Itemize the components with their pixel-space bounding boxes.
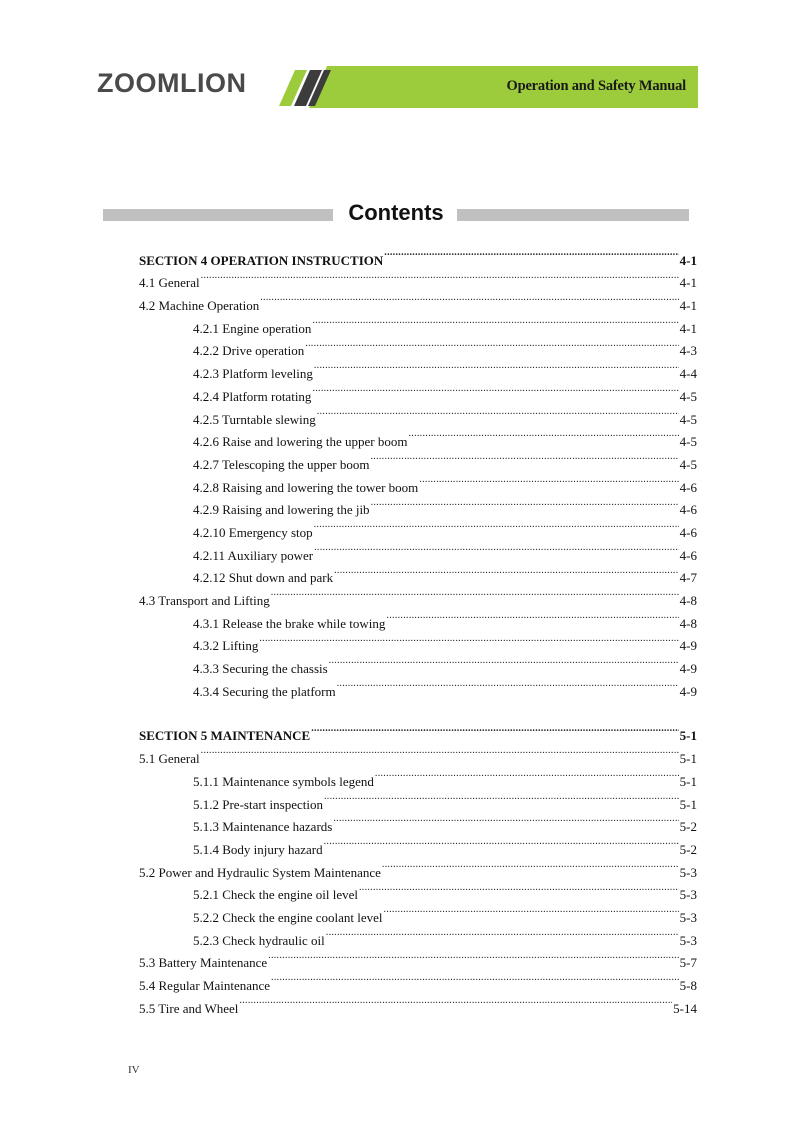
table-of-contents bbox=[139, 242, 697, 1016]
toc-page: 4-7 bbox=[679, 570, 697, 586]
toc-page: 4-5 bbox=[679, 388, 697, 404]
toc-label: 5.5 Tire and Wheel bbox=[139, 1000, 239, 1016]
toc-page: 5-3 bbox=[679, 864, 697, 880]
toc-section-4[interactable] bbox=[139, 242, 697, 268]
toc-leader bbox=[305, 333, 678, 356]
toc-section-4-items bbox=[139, 265, 697, 699]
toc-label: 5.2.2 Check the engine coolant level bbox=[193, 909, 383, 925]
toc-label: 4.2.6 Raise and lowering the upper boom bbox=[193, 434, 408, 450]
toc-page: 4-9 bbox=[679, 638, 697, 654]
toc-leader bbox=[324, 786, 679, 809]
toc-page: 4-1 bbox=[679, 298, 697, 314]
toc-page: 5-3 bbox=[679, 932, 697, 948]
toc-label: 4.2.5 Turntable slewing bbox=[193, 411, 316, 427]
toc-leader bbox=[239, 990, 672, 1013]
toc-page: 5-2 bbox=[679, 819, 697, 835]
toc-label: 4.2.3 Platform leveling bbox=[193, 366, 313, 382]
toc-label: 4.3 Transport and Lifting bbox=[139, 593, 270, 608]
toc-label: 4.2.10 Emergency stop bbox=[193, 524, 313, 540]
toc-entry[interactable] bbox=[139, 763, 697, 789]
toc-page: 5-1 bbox=[679, 751, 697, 767]
toc-leader bbox=[317, 401, 679, 424]
toc-leader bbox=[314, 355, 679, 378]
toc-label: 5.1 General bbox=[139, 751, 200, 767]
page-number: IV bbox=[128, 1064, 140, 1076]
toc-section-5[interactable] bbox=[139, 718, 697, 744]
toc-page: 4-4 bbox=[679, 366, 697, 382]
toc-label: 4.3.2 Lifting bbox=[193, 638, 259, 654]
page-header bbox=[95, 66, 698, 108]
toc-leader bbox=[324, 831, 679, 854]
toc-label: SECTION 5 MAINTENANCE bbox=[139, 728, 311, 744]
toc-entry[interactable] bbox=[139, 740, 697, 767]
toc-page: 5-3 bbox=[679, 909, 697, 925]
toc-label: 5.1.4 Body injury hazard bbox=[193, 841, 323, 857]
toc-page: 4-1 bbox=[679, 275, 697, 291]
toc-entry[interactable] bbox=[139, 265, 697, 291]
toc-page: 4-6 bbox=[679, 547, 697, 563]
heading-bar-left bbox=[103, 209, 333, 221]
toc-label: 4.2.11 Auxiliary power bbox=[193, 547, 314, 563]
toc-leader bbox=[201, 740, 679, 763]
toc-label: 4.2.7 Telescoping the upper boom bbox=[193, 456, 370, 472]
toc-page: 4-1 bbox=[679, 320, 697, 336]
toc-label: 5.4 Regular Maintenance bbox=[139, 978, 271, 993]
toc-entry[interactable] bbox=[139, 287, 697, 314]
toc-label: 5.2 Power and Hydraulic System Maintenance bbox=[139, 864, 381, 880]
toc-page: 5-1 bbox=[679, 773, 697, 789]
toc-leader bbox=[271, 967, 679, 990]
toc-page: 4-5 bbox=[679, 411, 697, 427]
toc-page: 4-9 bbox=[679, 683, 697, 699]
toc-page: 4-6 bbox=[679, 479, 697, 495]
toc-label: 4.2.1 Engine operation bbox=[193, 320, 312, 336]
toc-leader bbox=[329, 650, 679, 673]
toc-label: 5.1.3 Maintenance hazards bbox=[193, 819, 333, 835]
toc-leader bbox=[370, 446, 678, 469]
toc-leader bbox=[419, 469, 678, 492]
toc-leader bbox=[260, 287, 678, 310]
toc-leader bbox=[334, 560, 679, 583]
toc-label: 5.1.2 Pre-start inspection bbox=[193, 796, 323, 812]
toc-leader bbox=[314, 514, 679, 537]
toc-leader bbox=[326, 922, 679, 945]
toc-leader bbox=[371, 492, 679, 515]
toc-leader bbox=[337, 673, 679, 696]
toc-leader bbox=[314, 537, 679, 560]
toc-label: 5.1.1 Maintenance symbols legend bbox=[193, 773, 374, 789]
toc-page: 4-6 bbox=[679, 502, 697, 518]
toc-page: 4-3 bbox=[679, 343, 697, 359]
toc-leader bbox=[201, 265, 679, 288]
toc-leader bbox=[386, 605, 678, 628]
toc-label: 4.2.4 Platform rotating bbox=[193, 388, 312, 404]
toc-leader bbox=[268, 945, 679, 968]
toc-page: 5-3 bbox=[679, 887, 697, 903]
contents-heading bbox=[103, 200, 689, 230]
toc-page: 4-5 bbox=[679, 456, 697, 472]
toc-label: 4.3.3 Securing the chassis bbox=[193, 661, 328, 677]
toc-label: 5.2.3 Check hydraulic oil bbox=[193, 932, 325, 948]
toc-page: 5-2 bbox=[679, 841, 697, 857]
toc-page: 4-8 bbox=[679, 593, 697, 608]
manual-title: Operation and Safety Manual bbox=[506, 78, 686, 94]
toc-page: 4-5 bbox=[679, 434, 697, 450]
toc-leader bbox=[271, 582, 679, 605]
toc-label: 4.3.1 Release the brake while towing bbox=[193, 615, 386, 631]
toc-leader bbox=[408, 424, 678, 447]
toc-label: 4.2.9 Raising and lowering the jib bbox=[193, 502, 370, 518]
toc-label: SECTION 4 OPERATION INSTRUCTION bbox=[139, 252, 384, 268]
toc-label: 5.2.1 Check the engine oil level bbox=[193, 887, 358, 903]
toc-page: 5-1 bbox=[679, 728, 697, 744]
toc-label: 4.2.8 Raising and lowering the tower boom bbox=[193, 479, 419, 495]
heading-bar-right bbox=[457, 209, 689, 221]
toc-label: 5.3 Battery Maintenance bbox=[139, 955, 268, 971]
toc-page: 5-1 bbox=[679, 796, 697, 812]
toc-leader bbox=[333, 809, 678, 832]
toc-leader bbox=[375, 763, 679, 786]
toc-page: 4-9 bbox=[679, 661, 697, 677]
toc-leader bbox=[359, 877, 679, 900]
toc-label: 4.3.4 Securing the platform bbox=[193, 683, 336, 699]
toc-label: 4.2.2 Drive operation bbox=[193, 343, 305, 359]
toc-label: 4.2.12 Shut down and park bbox=[193, 570, 334, 586]
toc-page: 5-8 bbox=[679, 978, 697, 993]
toc-page: 5-14 bbox=[673, 1000, 697, 1016]
brand-logo: ZOOMLION bbox=[97, 68, 247, 98]
toc-page: 4-6 bbox=[679, 524, 697, 540]
toc-section-5-items bbox=[139, 740, 697, 1016]
toc-page: 4-1 bbox=[679, 252, 697, 268]
toc-leader bbox=[312, 310, 678, 333]
toc-leader bbox=[312, 378, 678, 401]
toc-label: 4.1 General bbox=[139, 275, 200, 291]
toc-page: 5-7 bbox=[679, 955, 697, 971]
toc-leader bbox=[384, 899, 679, 922]
toc-label: 4.2 Machine Operation bbox=[139, 298, 260, 314]
toc-leader bbox=[259, 628, 678, 651]
toc-leader bbox=[311, 718, 678, 741]
toc-page: 4-8 bbox=[679, 615, 697, 631]
contents-title: Contents bbox=[348, 200, 444, 225]
toc-leader bbox=[382, 854, 679, 877]
toc-leader bbox=[384, 242, 678, 265]
